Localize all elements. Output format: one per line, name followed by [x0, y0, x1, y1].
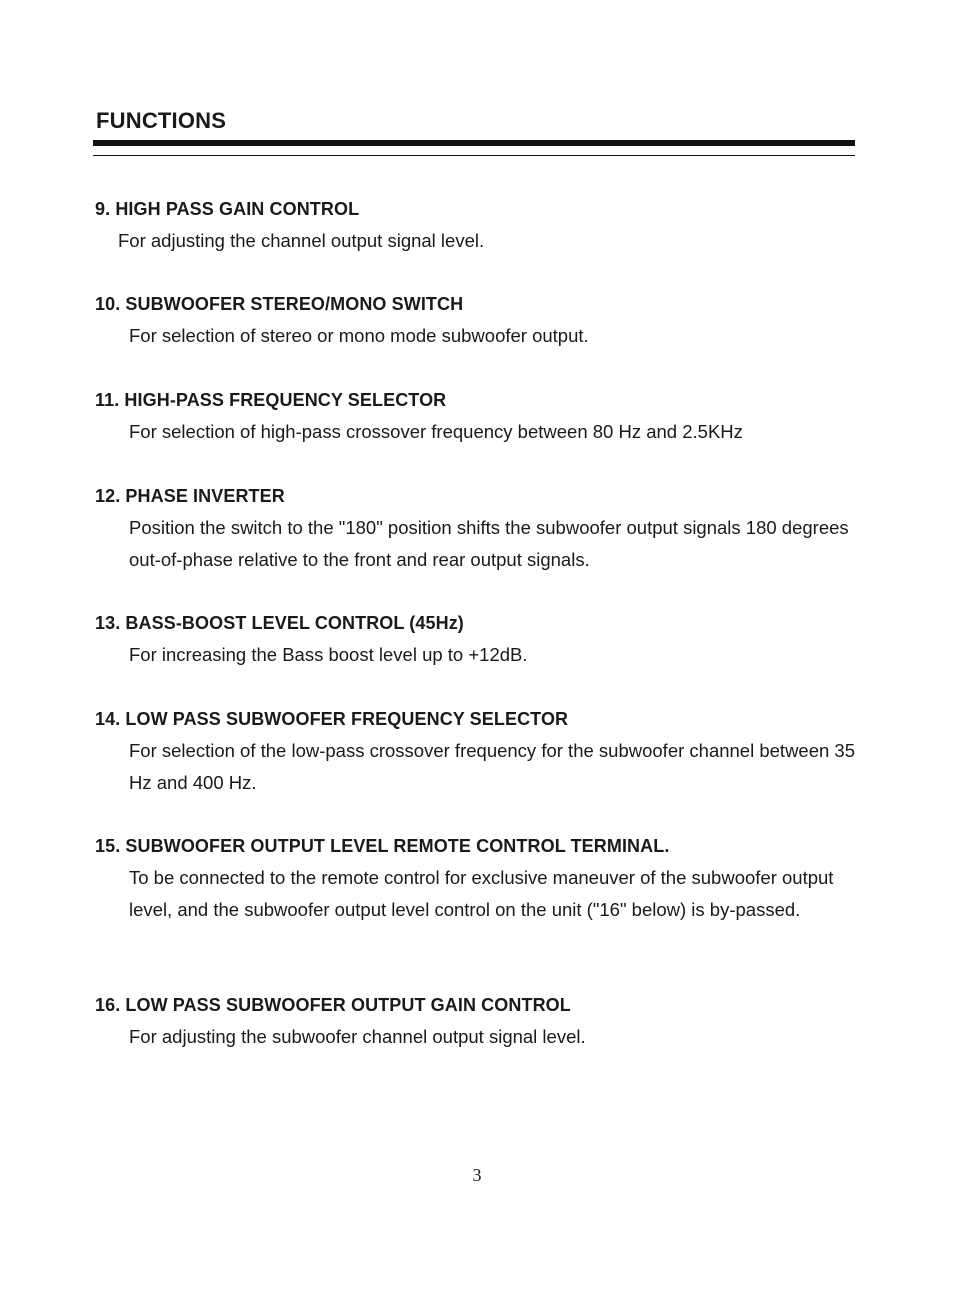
section-remote-control-terminal — [95, 834, 855, 926]
section-body: To be connected to the remote control for exclusive maneuver of the subwoofer output level, and the subwoofer output level control on the unit ("16" below) is by-passed. — [129, 867, 834, 920]
section-body: For selection of high-pass crossover frequency between 80 Hz and 2.5KHz — [129, 421, 743, 442]
section-high-pass-frequency-selector — [95, 388, 855, 448]
section-heading: 14. LOW PASS SUBWOOFER FREQUENCY SELECTOR — [95, 709, 569, 729]
header-rule-thin — [93, 155, 855, 156]
section-heading: 10. SUBWOOFER STEREO/MONO SWITCH — [95, 294, 464, 314]
section-heading: 15. SUBWOOFER OUTPUT LEVEL REMOTE CONTROL TERMINAL. — [95, 836, 670, 856]
section-subwoofer-stereo-mono-switch — [95, 292, 855, 352]
section-heading: 12. PHASE INVERTER — [95, 486, 285, 506]
section-low-pass-subwoofer-output-gain-control — [95, 993, 855, 1053]
section-body: For selection of the low-pass crossover frequency for the subwoofer channel between 35 Hz and 400 Hz. — [129, 740, 856, 793]
section-heading: 16. LOW PASS SUBWOOFER OUTPUT GAIN CONTROL — [95, 995, 571, 1015]
section-phase-inverter — [95, 484, 855, 576]
section-body: For increasing the Bass boost level up to +12dB. — [129, 644, 528, 665]
section-high-pass-gain-control — [95, 197, 855, 257]
header-rule-thick — [93, 140, 855, 146]
section-heading: 13. BASS-BOOST LEVEL CONTROL (45Hz) — [95, 613, 464, 633]
section-body: For adjusting the channel output signal level. — [118, 230, 485, 251]
section-heading: 9. HIGH PASS GAIN CONTROL — [95, 199, 360, 219]
section-body: For adjusting the subwoofer channel output signal level. — [129, 1026, 586, 1047]
page-title: FUNCTIONS — [96, 108, 227, 133]
section-low-pass-subwoofer-frequency-selector — [95, 707, 855, 799]
section-body: Position the switch to the "180" position shifts the subwoofer output signals 180 degrees out-of-phase relative to the front and rear output signals. — [129, 517, 849, 570]
page-number: 3 — [472, 1165, 482, 1185]
section-heading: 11. HIGH-PASS FREQUENCY SELECTOR — [95, 390, 447, 410]
section-body: For selection of stereo or mono mode subwoofer output. — [129, 325, 589, 346]
section-bass-boost-level-control — [95, 611, 855, 671]
